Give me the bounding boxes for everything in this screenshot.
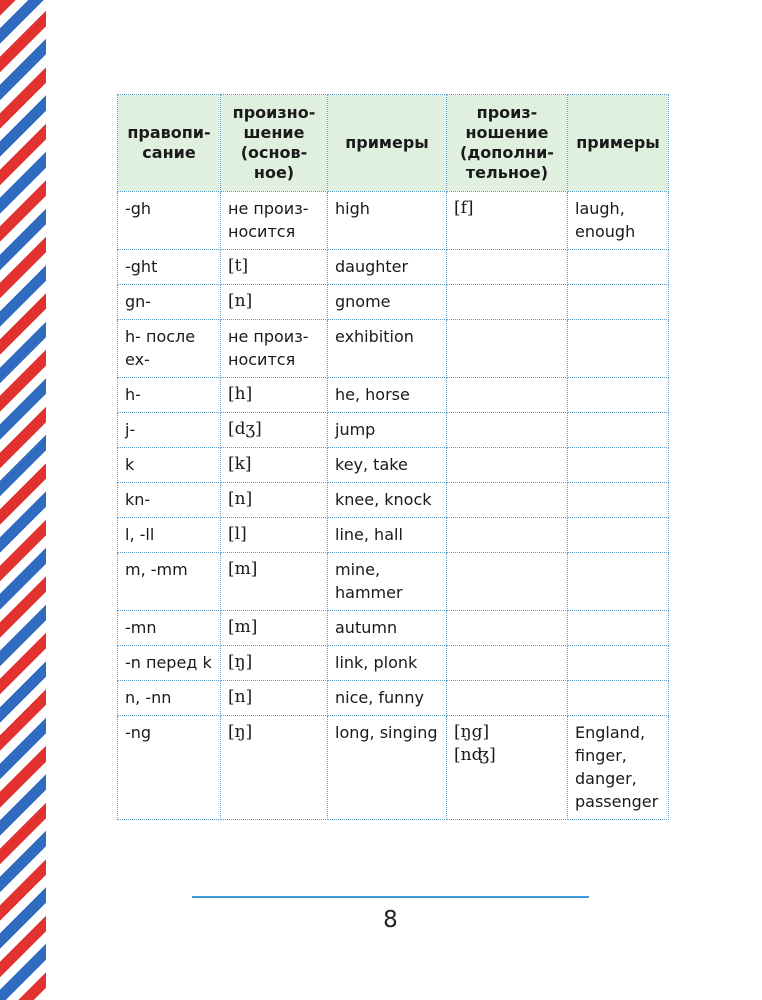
main-pronunciation-cell: [l] (221, 518, 328, 553)
extra-pronunciation-cell (447, 518, 568, 553)
page-number: 8 (383, 907, 398, 933)
header-text-line: примеры (576, 133, 660, 152)
extra-pronunciation-cell (447, 192, 568, 250)
extra-examples-cell (568, 646, 669, 681)
spelling-cell: -n перед k (118, 646, 221, 681)
extra-pronunciation-cell (447, 611, 568, 646)
header-text-line: шение (243, 123, 305, 142)
header-text-line: произ- (476, 103, 538, 122)
main-pronunciation-cell: [ŋ] (221, 646, 328, 681)
header-extra-examples (568, 95, 669, 192)
extra-pronunciation-cell (447, 250, 568, 285)
spelling-cell: gn- (118, 285, 221, 320)
extra-examples-cell: England, finger, danger, passenger (568, 716, 669, 820)
examples-cell: line, hall (328, 518, 447, 553)
header-text-line: сание (142, 143, 196, 162)
main-pronunciation-cell: не произ-носится (221, 192, 328, 250)
table-row (118, 483, 669, 518)
main-pronunciation-cell: [k] (221, 448, 328, 483)
extra-examples-cell: laugh, enough (568, 192, 669, 250)
main-pronunciation-cell: [h] (221, 378, 328, 413)
examples-cell: autumn (328, 611, 447, 646)
table-row (118, 413, 669, 448)
header-extra-pronunciation (447, 95, 568, 192)
extra-examples-cell (568, 681, 669, 716)
extra-pronunciation-cell (447, 716, 568, 820)
table-row (118, 378, 669, 413)
extra-pronunciation-cell (447, 320, 568, 378)
extra-pronunciation-cell (447, 483, 568, 518)
extra-pronunciation-cell (447, 413, 568, 448)
spelling-cell: j- (118, 413, 221, 448)
extra-pronunciation-cell (447, 378, 568, 413)
main-pronunciation-cell: не произ-носится (221, 320, 328, 378)
header-text-line: произно- (232, 103, 316, 122)
main-pronunciation-cell: [n] (221, 483, 328, 518)
main-pronunciation-cell: [n] (221, 285, 328, 320)
examples-cell: gnome (328, 285, 447, 320)
examples-cell: exhibition (328, 320, 447, 378)
extra-pronunciation-cell (447, 285, 568, 320)
table-row (118, 285, 669, 320)
extra-pronunciation-value: [f] (454, 198, 474, 218)
extra-examples-cell (568, 483, 669, 518)
extra-pronunciation-cell (447, 553, 568, 611)
examples-cell: he, horse (328, 378, 447, 413)
spelling-cell: m, -mm (118, 553, 221, 611)
extra-examples-cell (568, 413, 669, 448)
table-row (118, 518, 669, 553)
spelling-cell: h- после ex- (118, 320, 221, 378)
extra-examples-cell (568, 378, 669, 413)
extra-pronunciation-cell (447, 646, 568, 681)
extra-pronunciation-value: [ŋg] (454, 722, 490, 742)
table-body (118, 192, 669, 820)
examples-cell: daughter (328, 250, 447, 285)
spelling-cell: -gh (118, 192, 221, 250)
table-row (118, 192, 669, 250)
decorative-stripe-border (0, 0, 46, 1000)
examples-cell: jump (328, 413, 447, 448)
examples-cell: high (328, 192, 447, 250)
table-row (118, 716, 669, 820)
examples-cell: long, singing (328, 716, 447, 820)
header-main-pronunciation (221, 95, 328, 192)
examples-cell: link, plonk (328, 646, 447, 681)
examples-cell: nice, funny (328, 681, 447, 716)
examples-cell: knee, knock (328, 483, 447, 518)
spelling-pronunciation-table (117, 94, 669, 820)
extra-pronunciation-cell (447, 448, 568, 483)
extra-examples-cell (568, 518, 669, 553)
spelling-cell: h- (118, 378, 221, 413)
extra-examples-cell (568, 448, 669, 483)
main-pronunciation-cell: [n] (221, 681, 328, 716)
spelling-cell: n, -nn (118, 681, 221, 716)
examples-cell: mine, hammer (328, 553, 447, 611)
extra-pronunciation-value: [nʤ] (454, 745, 496, 765)
spelling-cell: kn- (118, 483, 221, 518)
extra-examples-cell (568, 285, 669, 320)
table-row (118, 611, 669, 646)
header-text-line: (основ- (240, 143, 308, 162)
header-text-line: (дополни- (460, 143, 554, 162)
spelling-cell: -ght (118, 250, 221, 285)
table-row (118, 553, 669, 611)
extra-examples-cell (568, 250, 669, 285)
header-text-line: ное) (253, 163, 295, 182)
spelling-cell: -ng (118, 716, 221, 820)
table-row (118, 320, 669, 378)
examples-cell: key, take (328, 448, 447, 483)
main-pronunciation-cell: [m] (221, 611, 328, 646)
main-pronunciation-cell: [ŋ] (221, 716, 328, 820)
main-pronunciation-cell: [m] (221, 553, 328, 611)
spelling-cell: l, -ll (118, 518, 221, 553)
extra-examples-cell (568, 320, 669, 378)
spelling-cell: k (118, 448, 221, 483)
extra-examples-cell (568, 611, 669, 646)
header-spelling (118, 95, 221, 192)
extra-examples-cell (568, 553, 669, 611)
table-header-row (118, 95, 669, 192)
table-row (118, 448, 669, 483)
footer-rule (192, 896, 589, 898)
main-pronunciation-cell: [dʒ] (221, 413, 328, 448)
table-row (118, 681, 669, 716)
extra-pronunciation-cell (447, 681, 568, 716)
header-text-line: тельное) (465, 163, 549, 182)
header-examples (328, 95, 447, 192)
table-row (118, 646, 669, 681)
header-text-line: примеры (345, 133, 429, 152)
header-text-line: ношение (465, 123, 549, 142)
spelling-cell: -mn (118, 611, 221, 646)
header-text-line: правопи- (127, 123, 211, 142)
table-row (118, 250, 669, 285)
main-pronunciation-cell: [t] (221, 250, 328, 285)
